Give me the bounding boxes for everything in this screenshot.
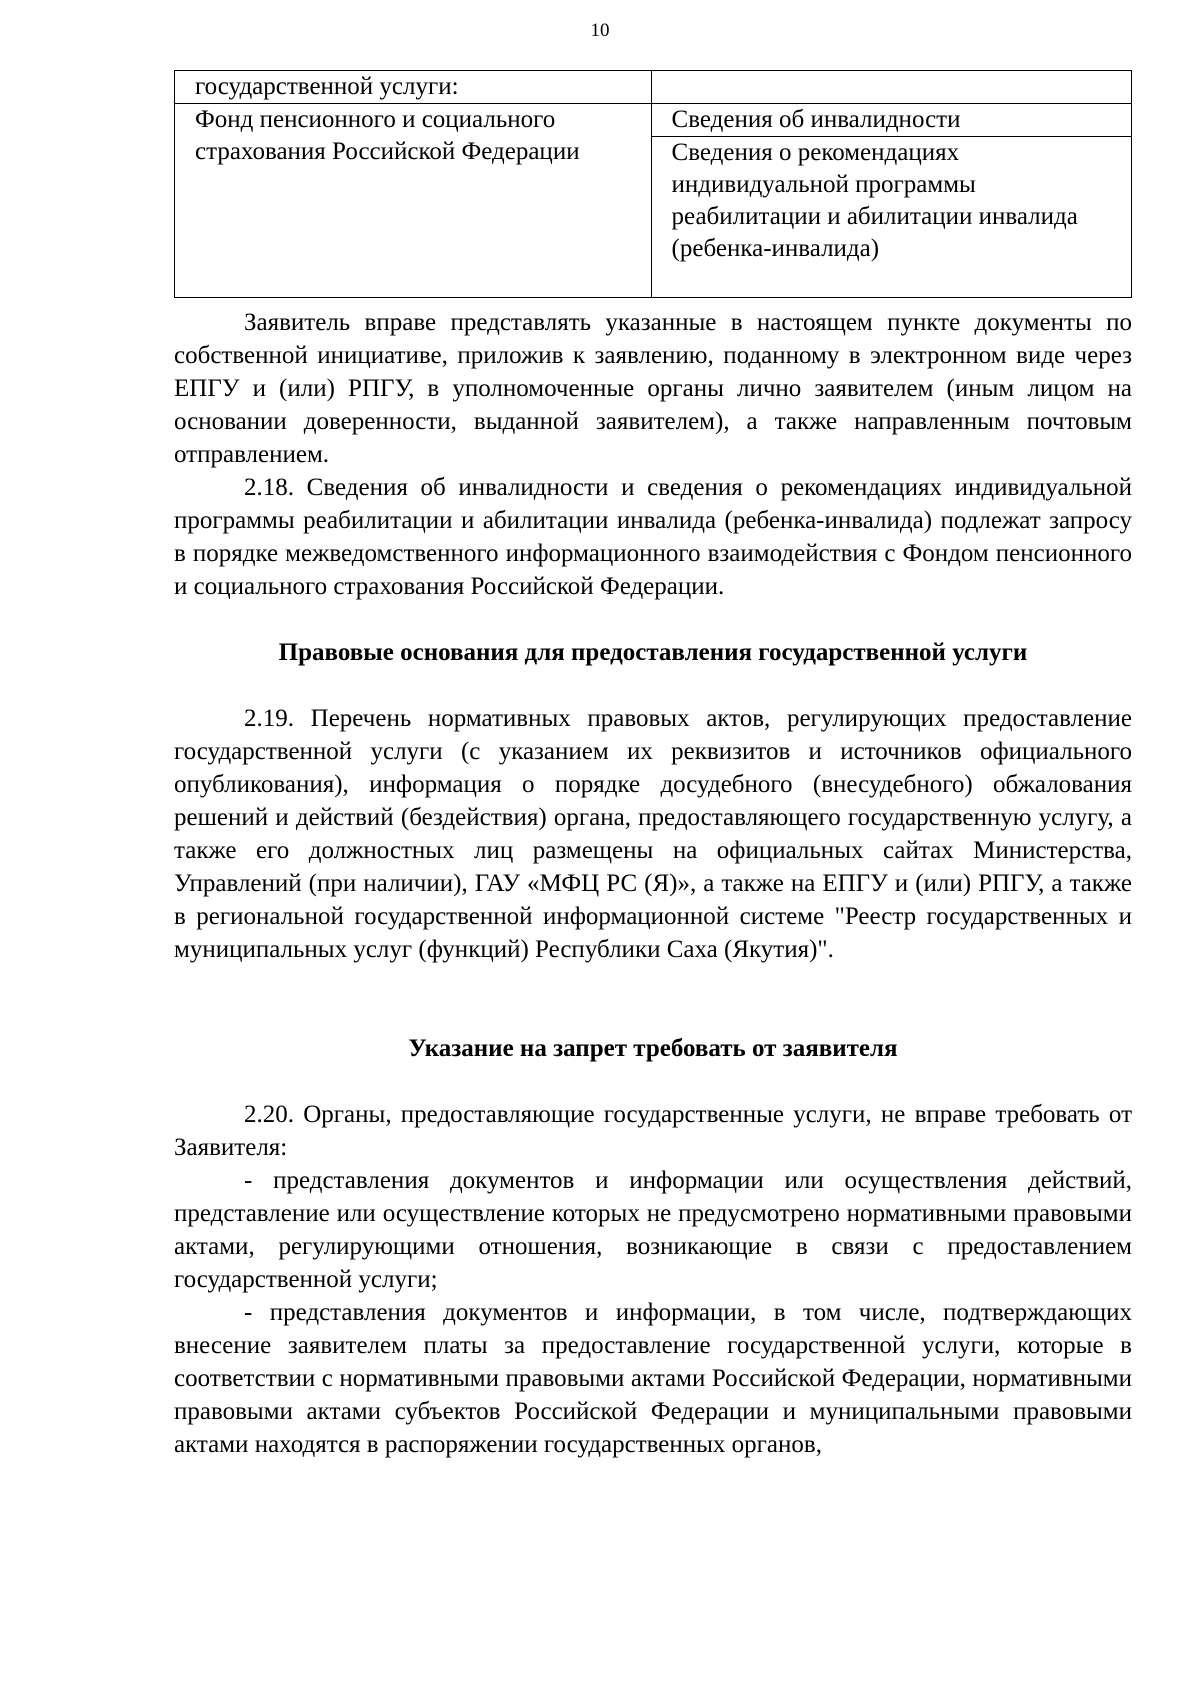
document-body	[174, 306, 1132, 1461]
paragraph-2-19: 2.19. Перечень нормативных правовых актов, регулирующих предоставление государственной услуги (с указанием их реквизитов и источников официального опубликования), информация о порядке досудебного (внесудебного) обжалования решений и действий (бездействия) органа, предоставляющего государственную услугу, а также его должностных лиц размещены на официальных сайтах Министерства, Управлений (при наличии), ГАУ «МФЦ РС (Я)», а также на ЕПГУ и (или) РПГУ, а также в региональной государственной информационной системе "Реестр государственных и муниципальных услуг (функций) Республики Саха (Якутия)".	[174, 705, 1132, 963]
paragraph-applicant-rights: Заявитель вправе представлять указанные в настоящем пункте документы по собственной инициативе, приложив к заявлению, поданному в электронном виде через ЕПГУ и (или) РПГУ, в уполномоченные органы лично заявителем (иным лицом на основании доверенности, выданной заявителем), а также направленным почтовым отправлением.	[174, 309, 1132, 468]
services-table	[174, 70, 1132, 298]
table-cell-disability-info: Сведения об инвалидности	[651, 104, 1131, 137]
table-cell-provider: Фонд пенсионного и социального страхования Российской Федерации	[175, 104, 652, 298]
table-cell-rehab-info: Сведения о рекомендациях индивидуальной программы реабилитации и абилитации инвалида (ребенка-инвалида)	[651, 137, 1131, 298]
paragraph-2-18: 2.18. Сведения об инвалидности и сведения о рекомендациях индивидуальной программы реабилитации и абилитации инвалида (ребенка-инвалида) подлежат запросу в порядке межведомственного информационного взаимодействия с Фондом пенсионного и социального страхования Российской Федерации.	[174, 474, 1132, 600]
page-number: 10	[590, 20, 610, 41]
paragraph-2-20: 2.20. Органы, предоставляющие государственные услуги, не вправе требовать от Заявителя:	[174, 1101, 1132, 1161]
table-row	[175, 104, 1132, 137]
table-cell-empty	[651, 71, 1131, 104]
section-heading-prohibition: Указание на запрет требовать от заявителя	[408, 1035, 898, 1062]
list-item-bullet-1: - представления документов и информации или осуществления действий, представление или осуществление которых не предусмотрено нормативными правовыми актами, регулирующими отношения, возникающие в связи с предоставлением государственной услуги;	[174, 1167, 1132, 1293]
section-heading-legal-basis: Правовые основания для предоставления государственной услуги	[278, 639, 1028, 666]
table-row	[175, 71, 1132, 104]
list-item-bullet-2: - представления документов и информации, в том числе, подтверждающих внесение заявителем платы за предоставление государственной услуги, которые в соответствии с нормативными правовыми актами Российской Федерации, нормативными правовыми актами субъектов Российской Федерации и муниципальными правовыми актами находятся в распоряжении государственных органов,	[174, 1299, 1132, 1458]
table-cell-service: государственной услуги:	[175, 71, 652, 104]
